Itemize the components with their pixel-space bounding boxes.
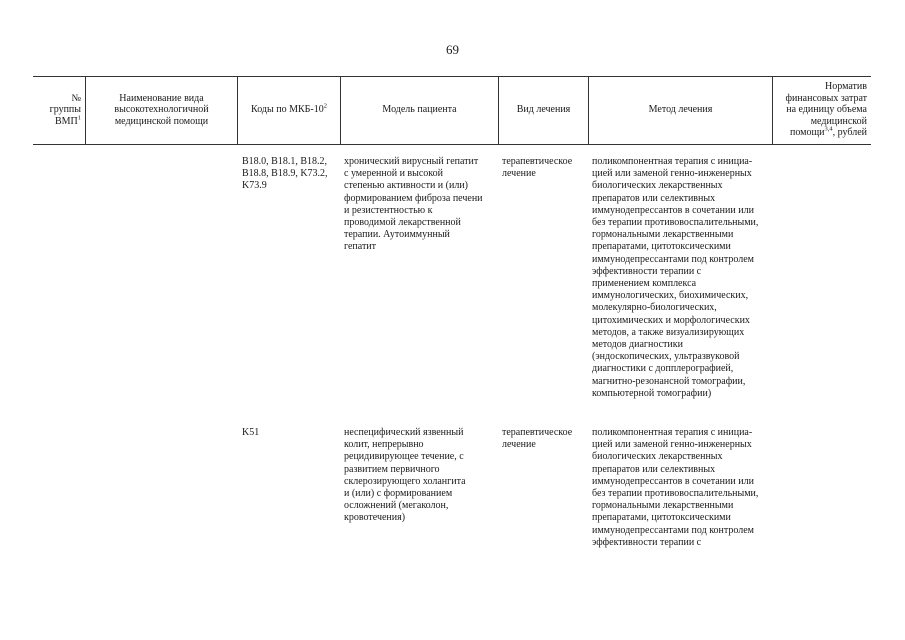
row-2-treatment-method: поликомпонентная терапия с инициа- цией или заменой генно-инженерных биологических лекарственных препаратов или селективных иммунодепрессантов в сочетании или без терапии противовоспалительными, гормональными лекарственными препаратами, цитотоксическими иммунодепрессантами под контролем эффективности терапии с bbox=[592, 427, 759, 548]
header-treatment-method: Метод лечения bbox=[648, 104, 713, 116]
header-cost-standard: Норматив финансовых затрат на единицу объема медицинской помощи$^{3,4}$, рублей bbox=[785, 81, 867, 139]
header-care-type: Наименование вида высокотехнологичной медицинской помощи bbox=[114, 92, 209, 127]
row-1-treatment-type: терапевтическое лечение bbox=[502, 156, 573, 180]
header-bottom-border bbox=[33, 144, 871, 145]
row-1-treatment-method: поликомпонентная терапия с инициа- цией или заменой генно-инженерных биологических лекарственных препаратов или селективных иммунодепрессантов в сочетании или без терапии противовоспалительными, гормональными лекарственными препаратами, цитотоксическими иммунодепрессантами под контролем эффективности терапии с применением комплекса иммунологических, биохимических, молекулярно-биологических, цитохимических и морфологических методов, а также визуализирующих методов диагностики (эндоскопических, ультразвуковой диагностики с допплерографией, магнитно-резонансной томографии, компьютерной томографии) bbox=[592, 156, 759, 399]
header-icd-codes: Коды по МКБ-$10^2$ bbox=[251, 102, 327, 116]
row-2-treatment-type: терапевтическое лечение bbox=[502, 427, 573, 451]
row-1-patient-model: хронический вирусный гепатит с умеренной и высокой степенью активности и (или) формированием фиброза печени и резистентностью к проводимой лекарственной терапии. Аутоиммунный гепатит bbox=[344, 156, 483, 253]
header-treatment-type: Вид лечения bbox=[516, 104, 571, 116]
page-number: 69 bbox=[446, 42, 459, 57]
header-patient-model: Модель пациента bbox=[382, 104, 457, 116]
row-2-icd-codes: K51 bbox=[242, 427, 260, 438]
row-1-icd-codes: B18.0, B18.1, B18.2, B18.8, B18.9, K73.2, K73.9 bbox=[242, 156, 328, 192]
header-group-number: № группы ВМП$^1$ bbox=[49, 92, 81, 127]
row-2-patient-model: неспецифический язвенный колит, непрерывно рецидивирующее течение, с развитием первичного склерозирующего холангита и (или) с формированием осложнений (мегаколон, кровотечения) bbox=[344, 427, 466, 524]
